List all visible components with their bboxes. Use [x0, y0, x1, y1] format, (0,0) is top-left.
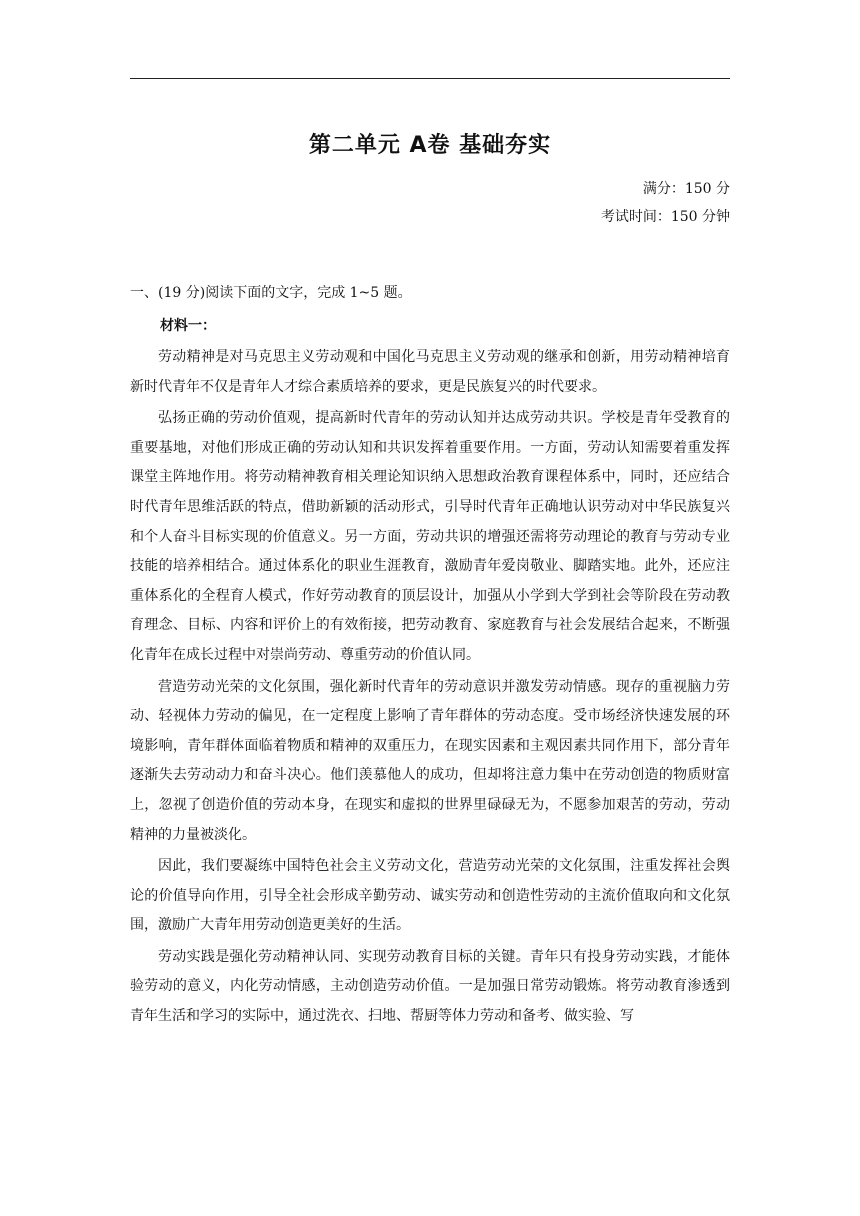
exam-time-text: 考试时间：150 分钟 [600, 209, 730, 225]
paragraph: 弘扬正确的劳动价值观，提高新时代青年的劳动认知并达成劳动共识。学校是青年受教育的重要基地，对他们形成正确的劳动认知和共识发挥着重要作用。一方面，劳动认知需要着重发挥课堂主阵地作用。将劳动精神教育相关理论知识纳入思想政治教育课程体系中，同时，还应结合时代青年思维活跃的特点，借助新颖的活动形式，引导时代青年正确地认识劳动对中华民族复兴和个人奋斗目标实现的价值意义。另一方面，劳动共识的增强还需将劳动理论的教育与劳动专业技能的培养相结合。通过体系化的职业生涯教育，激励青年爱岗敬业、脚踏实地。此外，还应注重体系化的全程育人模式，作好劳动教育的顶层设计，加强从小学到大学到社会等阶段在劳动教育理念、目标、内容和评价上的有效衔接，把劳动教育、家庭教育与社会发展结合起来，不断强化青年在成长过程中对崇尚劳动、尊重劳动的价值认同。 [130, 410, 730, 663]
paragraph: 劳动精神是对马克思主义劳动观和中国化马克思主义劳动观的继承和创新，用劳动精神培育新时代青年不仅是青年人才综合素质培养的要求，更是民族复兴的时代要求。 [130, 349, 730, 395]
paragraph: 劳动实践是强化劳动精神认同、实现劳动教育目标的关键。青年只有投身劳动实践，才能体验劳动的意义，内化劳动情感，主动创造劳动价值。一是加强日常劳动锻炼。将劳动教育渗透到青年生活和学习的实际中，通过洗衣、扫地、帮厨等体力劳动和备考、做实验、写 [130, 948, 730, 1025]
paragraph: 因此，我们要凝练中国特色社会主义劳动文化，营造劳动光荣的文化氛围，注重发挥社会舆论的价值导向作用，引导全社会形成辛勤劳动、诚实劳动和创造性劳动的主流价值取向和文化氛围，激励广大青年用劳动创造更美好的生活。 [130, 858, 730, 934]
header-rule [130, 78, 730, 79]
article-body [130, 343, 730, 1034]
question-section-heading: 一、(19 分)阅读下面的文字，完成 1~5 题。 [130, 285, 412, 301]
full-score-text: 满分：150 分 [642, 181, 730, 197]
material-label: 材料一： [160, 318, 216, 334]
page-title: 第二单元 A卷 基础夯实 [308, 133, 552, 158]
paragraph: 营造劳动光荣的文化氛围，强化新时代青年的劳动意识并激发劳动情感。现存的重视脑力劳动、轻视体力劳动的偏见，在一定程度上影响了青年群体的劳动态度。受市场经济快速发展的环境影响，青年群体面临着物质和精神的双重压力，在现实因素和主观因素共同作用下，部分青年逐渐失去劳动动力和奋斗决心。他们羡慕他人的成功，但却将注意力集中在劳动创造的物质财富上，忽视了创造价值的劳动本身，在现实和虚拟的世界里碌碌无为，不愿参加艰苦的劳动，劳动精神的力量被淡化。 [130, 678, 730, 843]
